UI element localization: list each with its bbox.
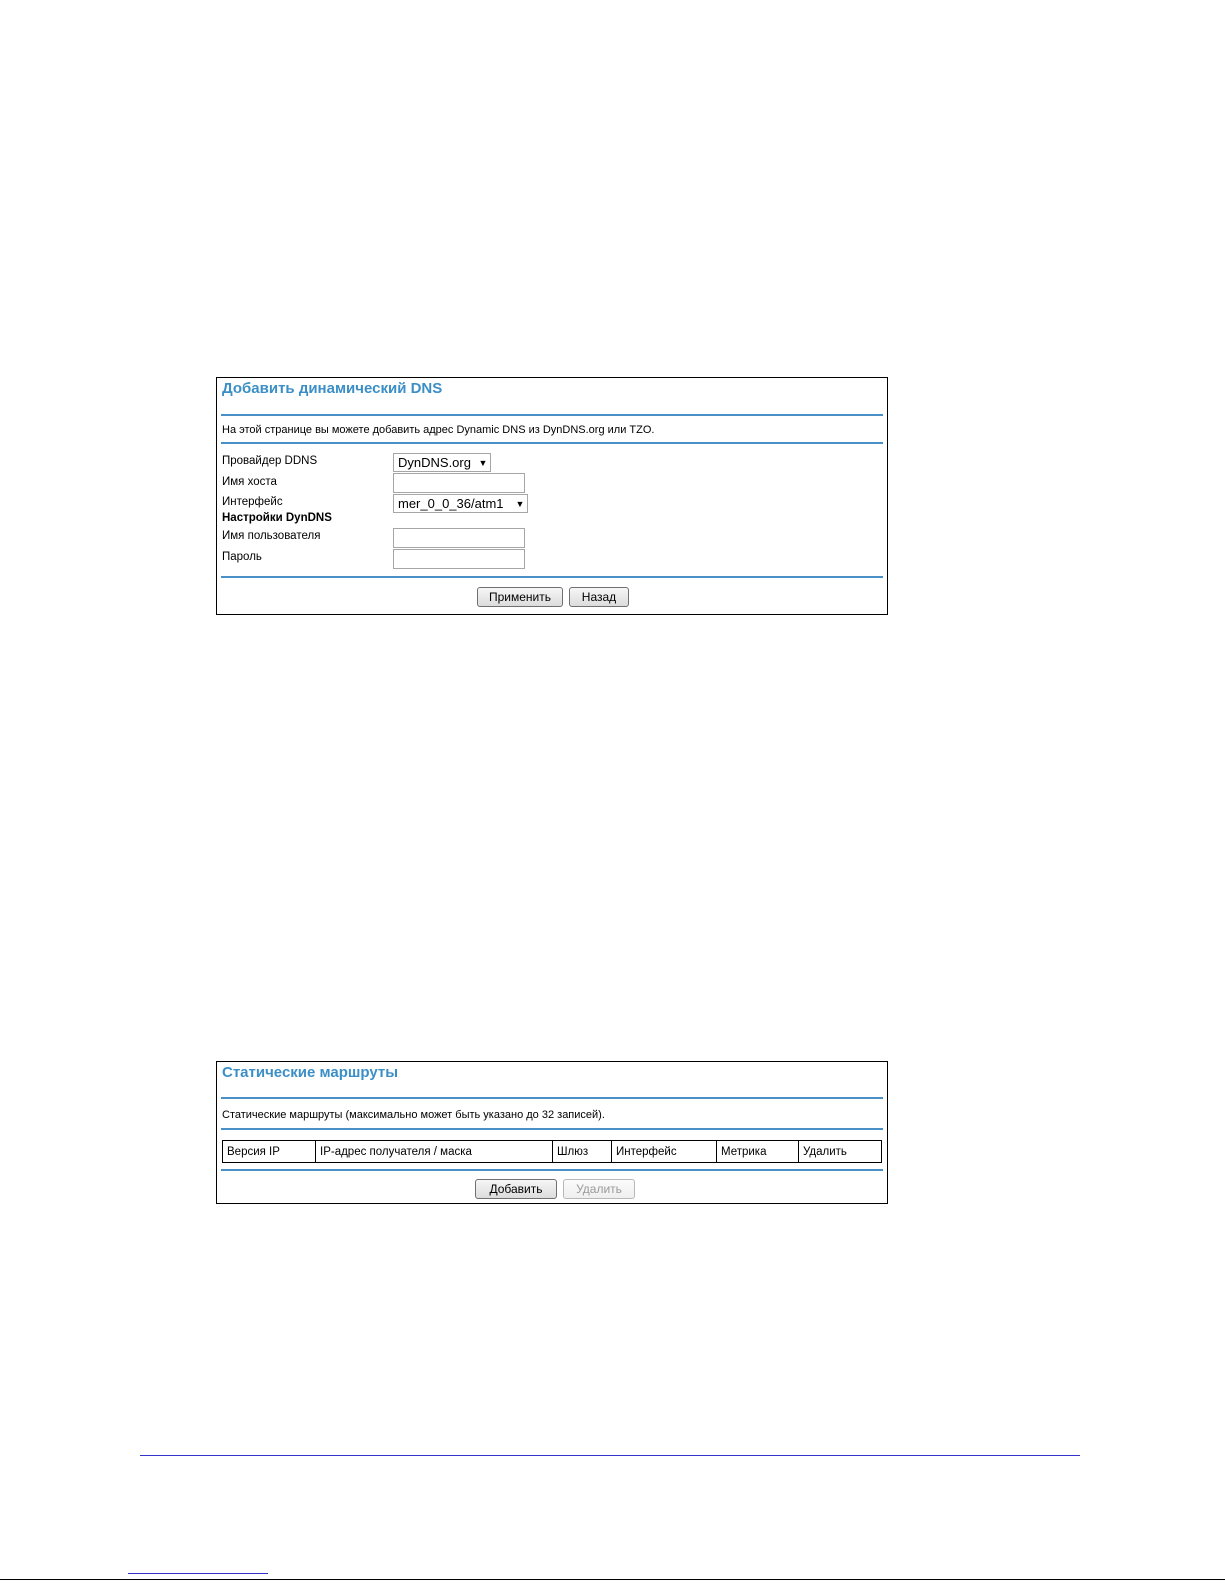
provider-label: Провайдер DDNS — [222, 455, 318, 467]
column-ip-version: Версия IP — [223, 1141, 316, 1163]
divider — [221, 1128, 883, 1130]
column-gateway: Шлюз — [553, 1141, 612, 1163]
column-interface: Интерфейс — [612, 1141, 717, 1163]
interface-select[interactable] — [393, 494, 528, 513]
footer-link-underline — [128, 1573, 268, 1574]
chevron-down-icon: ▼ — [478, 457, 488, 468]
ddns-description: На этой странице вы можете добавить адрес Dynamic DNS из DynDNS.org или TZO. — [222, 424, 655, 436]
routes-description: Статические маршруты (максимально может быть указано до 32 записей). — [222, 1109, 605, 1121]
username-input[interactable] — [393, 528, 525, 548]
ddns-panel — [216, 377, 888, 615]
routes-panel — [216, 1061, 888, 1204]
provider-selected-value: DynDNS.org — [398, 455, 471, 470]
password-label: Пароль — [222, 551, 262, 563]
apply-button[interactable]: Применить — [477, 587, 563, 607]
back-button[interactable]: Назад — [569, 587, 629, 607]
divider — [221, 1169, 883, 1171]
hostname-label: Имя хоста — [222, 476, 277, 488]
hostname-input[interactable] — [393, 473, 525, 493]
column-metric: Метрика — [717, 1141, 799, 1163]
divider — [221, 442, 883, 444]
footer-divider — [140, 1455, 1080, 1456]
page-bottom-border — [0, 1579, 1225, 1580]
password-input[interactable] — [393, 549, 525, 569]
ddns-title: Добавить динамический DNS — [222, 380, 443, 397]
chevron-down-icon: ▼ — [515, 498, 525, 509]
add-route-button[interactable]: Добавить — [475, 1179, 557, 1199]
delete-route-button[interactable]: Удалить — [563, 1179, 635, 1199]
dyndns-settings-heading: Настройки DynDNS — [222, 512, 332, 524]
column-remove: Удалить — [799, 1141, 882, 1163]
routes-table — [222, 1140, 882, 1163]
divider — [221, 1097, 883, 1099]
provider-select[interactable] — [393, 453, 491, 472]
username-label: Имя пользователя — [222, 530, 321, 542]
table-header-row — [223, 1141, 882, 1163]
routes-title: Статические маршруты — [222, 1064, 399, 1081]
interface-selected-value: mer_0_0_36/atm1 — [398, 496, 504, 511]
column-destination: IP-адрес получателя / маска — [316, 1141, 553, 1163]
divider — [221, 576, 883, 578]
interface-label: Интерфейс — [222, 496, 283, 508]
divider — [221, 414, 883, 416]
